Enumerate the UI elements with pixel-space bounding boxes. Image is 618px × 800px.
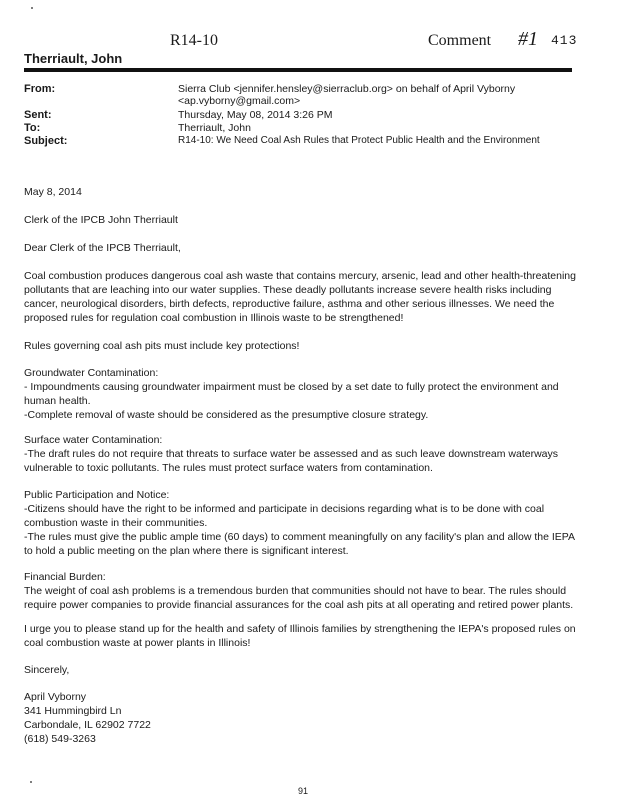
bullet-item: -The rules must give the public ample time (60 days) to comment meaningfully on any facility's plan and allow the IEPA to hold a public meeting on the plan where there is significant interest. <box>24 531 575 557</box>
sender-phone: (618) 549-3263 <box>24 733 96 745</box>
letter-addressee: Clerk of the IPCB John Therriault <box>24 214 178 226</box>
closing-paragraph <box>24 622 579 650</box>
letter-salutation: Dear Clerk of the IPCB Therriault, <box>24 242 181 254</box>
sender-street: 341 Hummingbird Ln <box>24 705 122 717</box>
letter-date: May 8, 2014 <box>24 186 82 198</box>
from-value: Sierra Club <jennifer.hensley@sierraclub.org> on behalf of April Vyborny <ap.vyborny@gmail.com> <box>178 83 516 107</box>
bullet-item: -The draft rules do not require that threats to surface water be assessed and as such leave downstream waterways vulnerable to toxic pollutants. The rules must protect surface waters from contamination. <box>24 448 559 474</box>
scan-speck <box>30 781 32 783</box>
signature-block <box>24 690 579 746</box>
section-heading: Groundwater Contamination: <box>24 367 159 379</box>
public-participation-section <box>24 488 579 558</box>
section-heading: Surface water Contamination: <box>24 434 163 446</box>
intro-paragraph <box>24 269 579 325</box>
sent-value: Thursday, May 08, 2014 3:26 PM <box>178 109 333 121</box>
bullet-item: The weight of coal ash problems is a tremendous burden that communities should not have to bear. The rules should require power companies to provide financial assurances for the coal ash pits at all operating and retired power plants. <box>24 585 574 611</box>
sender-city: Carbondale, IL 62902 7722 <box>24 719 151 731</box>
bullet-item: -Complete removal of waste should be considered as the presumptive closure strategy. <box>24 409 429 421</box>
sender-name: April Vyborny <box>24 691 87 703</box>
comment-stamp: Comment <box>428 32 492 49</box>
footer-page-number: 91 <box>298 786 309 796</box>
surface-water-section <box>24 433 579 475</box>
groundwater-section <box>24 366 579 422</box>
sent-label: Sent: <box>24 109 52 121</box>
scan-speck <box>31 7 33 9</box>
comment-number-stamp: #1 <box>518 28 538 50</box>
mailbox-owner: Therriault, John <box>24 51 123 66</box>
to-label: To: <box>24 122 41 134</box>
from-label: From: <box>24 83 56 95</box>
bullet-item: - Impoundments causing groundwater impairment must be closed by a set date to fully protect the environment and human health. <box>24 381 559 407</box>
section-heading: Public Participation and Notice: <box>24 489 170 501</box>
subject-value: R14-10: We Need Coal Ash Rules that Protect Public Health and the Environment <box>178 135 540 146</box>
closing-text: I urge you to please stand up for the health and safety of Illinois families by strengthening the IEPA's proposed rules on coal combustion waste at power plants in Illinois! <box>24 623 576 649</box>
intro-text: Coal combustion produces dangerous coal ash waste that contains mercury, arsenic, lead and other health-threatening pollutants that are leaching into our water supplies. These deadly pollutants increase severe health risks including cancer, neurological disorders, birth defects, reproductive failure, asthma and other serious illnesses. We need the proposed rules for regulation coal combustion in Illinois waste to be strengthened! <box>24 270 576 324</box>
section-heading: Financial Burden: <box>24 571 106 583</box>
rules-intro: Rules governing coal ash pits must include key protections! <box>24 340 300 352</box>
financial-burden-section <box>24 570 579 612</box>
docket-stamp: R14-10 <box>170 32 218 49</box>
signoff: Sincerely, <box>24 664 70 676</box>
header-rule <box>24 68 572 72</box>
subject-label: Subject: <box>24 135 68 147</box>
stamp-page-number: 413 <box>551 33 578 48</box>
bullet-item: -Citizens should have the right to be informed and participate in decisions regarding what is to be done with coal combustion waste in their communities. <box>24 503 545 529</box>
to-value: Therriault, John <box>178 122 251 134</box>
